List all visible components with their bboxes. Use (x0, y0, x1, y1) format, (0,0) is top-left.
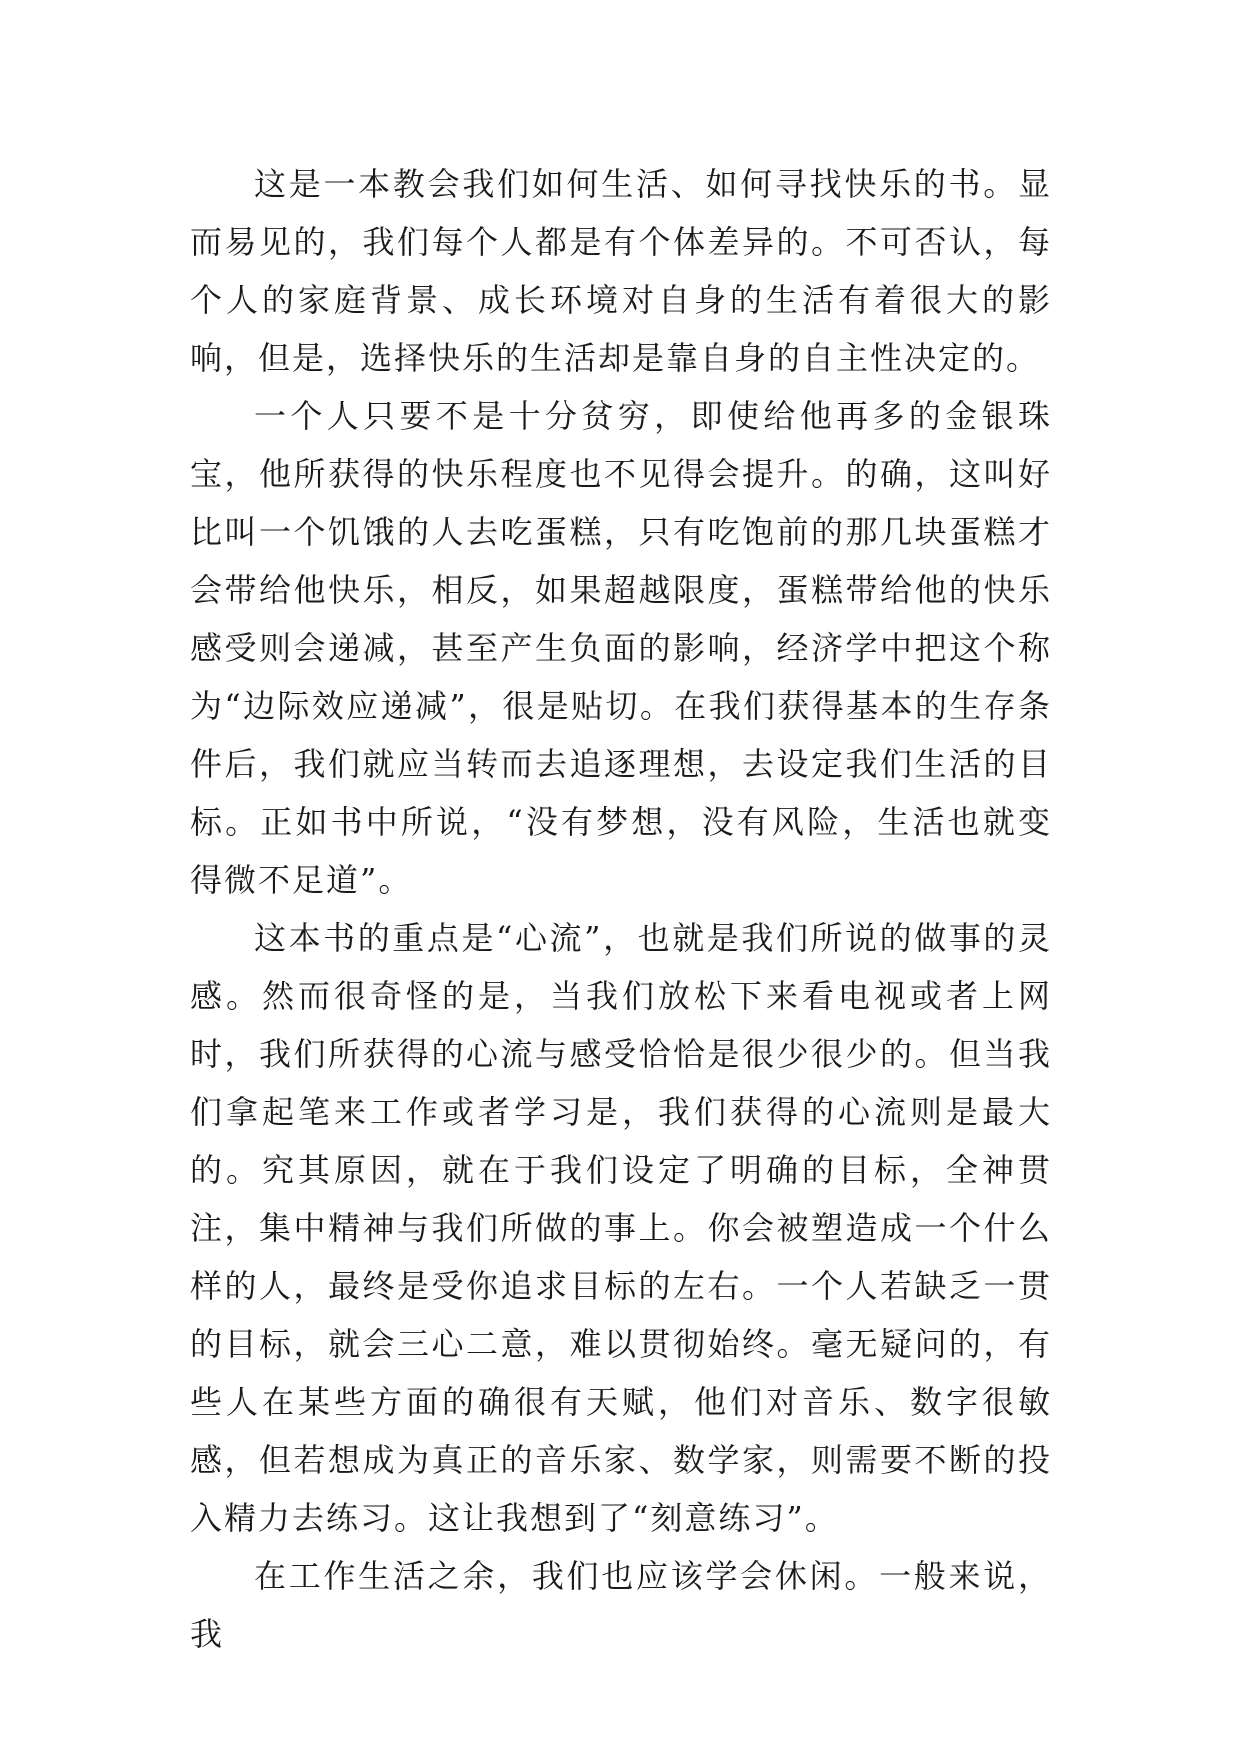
paragraph-3: 这本书的重点是“心流”，也就是我们所说的做事的灵感。然而很奇怪的是，当我们放松下来看电视或者上网时，我们所获得的心流与感受恰恰是很少很少的。但当我们拿起笔来工作或者学习是，我们获得的心流则是最大的。究其原因，就在于我们设定了明确的目标，全神贯注，集中精神与我们所做的事上。你会被塑造成一个什么样的人，最终是受你追求目标的左右。一个人若缺乏一贯的目标，就会三心二意，难以贯彻始终。毫无疑问的，有些人在某些方面的确很有天赋，他们对音乐、数字很敏感，但若想成为真正的音乐家、数学家，则需要不断的投入精力去练习。这让我想到了“刻意练习”。 (190, 919, 1052, 1537)
paragraph-4: 在工作生活之余，我们也应该学会休闲。一般来说，我 (190, 1557, 1052, 1653)
document-body (190, 155, 1052, 1663)
paragraph-1: 这是一本教会我们如何生活、如何寻找快乐的书。显而易见的，我们每个人都是有个体差异的。不可否认，每个人的家庭背景、成长环境对自身的生活有着很大的影响，但是，选择快乐的生活却是靠自身的自主性决定的。 (190, 165, 1052, 377)
paragraph-2: 一个人只要不是十分贫穷，即使给他再多的金银珠宝，他所获得的快乐程度也不见得会提升。的确，这叫好比叫一个饥饿的人去吃蛋糕，只有吃饱前的那几块蛋糕才会带给他快乐，相反，如果超越限度，蛋糕带给他的快乐感受则会递减，甚至产生负面的影响，经济学中把这个称为“边际效应递减”，很是贴切。在我们获得基本的生存条件后，我们就应当转而去追逐理想，去设定我们生活的目标。正如书中所说，“没有梦想，没有风险，生活也就变得微不足道”。 (190, 397, 1052, 899)
